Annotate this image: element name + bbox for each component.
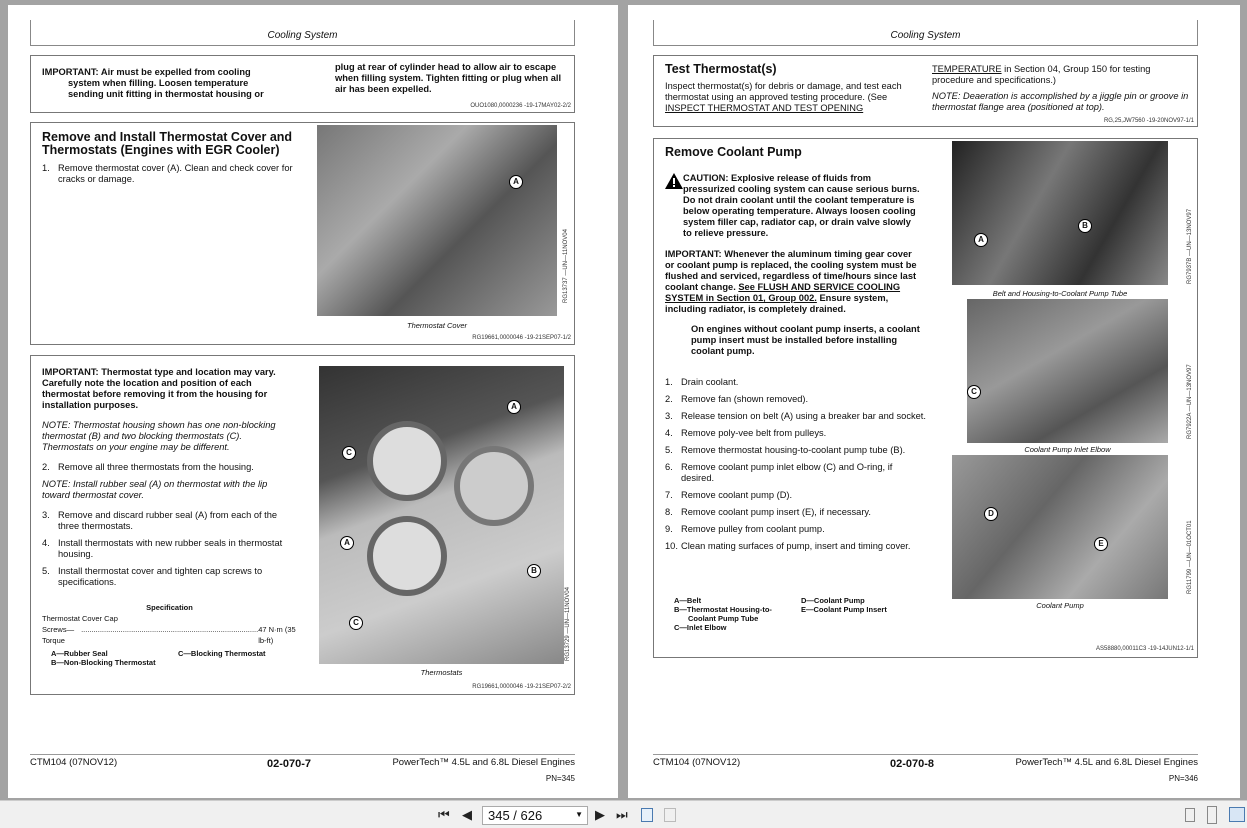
callout-d: D [984, 507, 998, 521]
left-page [8, 5, 618, 798]
thermostat-cover-photo [317, 125, 557, 316]
previous-page-button[interactable]: ◀ [462, 807, 472, 822]
reference-id: RG19661,0000046 -19-21SEP07-1/2 [472, 335, 571, 341]
callout-a: A [974, 233, 988, 247]
step: 10. Clean mating surfaces of pump, insert and timing cover. [665, 541, 911, 551]
dropdown-arrow-icon[interactable]: ▼ [575, 810, 583, 819]
callout-c: C [967, 385, 981, 399]
thermostats-section [30, 355, 575, 695]
photo-id: RG11799 —UN—01OCT01 [1187, 520, 1193, 594]
photo-id: RG7922A —UN—13NOV97 [1187, 364, 1193, 439]
page-header: Cooling System [30, 20, 575, 46]
pn-number: PN=346 [1168, 774, 1198, 783]
link[interactable]: TEMPERATURE [932, 64, 1002, 74]
step: 5. Remove thermostat housing-to-coolant pump tube (B). [665, 445, 906, 455]
doc-id: CTM104 (07NOV12) [653, 757, 741, 768]
reference-id: RG,25,JW7560 -19-20NOV97-1/1 [1103, 118, 1194, 124]
section-title: Test Thermostat(s) [665, 62, 777, 76]
first-page-button[interactable]: ⏮ [438, 807, 450, 822]
legend: C—Blocking Thermostat [178, 649, 266, 658]
warning-icon [665, 173, 683, 189]
last-page-button[interactable]: ⏭ [616, 807, 628, 822]
single-page-view-icon[interactable] [1185, 808, 1195, 822]
page-footer [653, 754, 1198, 783]
coolant-pump-photo [952, 455, 1168, 599]
important-text-col2: plug at rear of cylinder head to allow air to escape when filling system. Tighten fitting or plug when all air has been expelled. [335, 62, 562, 94]
page-number-input[interactable]: 345 / 626 ▼ [482, 806, 588, 825]
body-text: Inspect thermostat(s) for debris or damage, and test each thermostat using an approved testing procedure. (See INSPECT THERMOSTAT AND TEST OPENING [665, 81, 902, 113]
important-box [30, 55, 575, 113]
doc-id: CTM104 (07NOV12) [30, 757, 118, 768]
step: 4. Remove poly-vee belt from pulleys. [665, 428, 827, 438]
callout-b: B [527, 564, 541, 578]
link[interactable]: See FLUSH AND SERVICE COOLING SYSTEM in Section 01, Group 002. [665, 282, 901, 303]
page-number: 02-070-8 [890, 758, 935, 770]
step-1: 1. Remove thermostat cover (A). Clean and check cover for cracks or damage. [42, 163, 293, 184]
reference-id: OUO1080,0000236 -19-17MAY02-2/2 [470, 103, 571, 109]
link[interactable]: INSPECT THERMOSTAT AND TEST OPENING [665, 103, 864, 113]
continuous-view-icon[interactable] [1207, 806, 1217, 824]
important-text: IMPORTANT: Whenever the aluminum timing gear cover or coolant pump is replaced, the cooling system must be flushed and serviced, regardless of time/hours since last coolant change. See FLUSH AND SERVICE COOLING SYSTEM in Section 01, Group 002. Ensure system, including radiator, is completely drained. On engines without coolant pump inserts, a coolant pump insert must be installed before installing coolant pump. [665, 249, 920, 356]
photo-caption: Thermostat Cover [406, 321, 468, 330]
callout-b: B [1078, 219, 1092, 233]
next-page-button[interactable]: ▶ [595, 807, 605, 822]
page-header: Cooling System [653, 20, 1198, 46]
photo-id: RG7937B —UN—13NOV97 [1187, 208, 1193, 284]
thermostats-photo [319, 366, 564, 664]
section-title: Remove Coolant Pump [665, 145, 802, 159]
callout-a: A [507, 400, 521, 414]
step: 9. Remove pulley from coolant pump. [665, 524, 825, 534]
instructions: IMPORTANT: Thermostat type and location may vary. Carefully note the location and position of each thermostat before removing it from the housing for installation purposes. NOTE: Thermostat housing shown has one non-blocking thermostat (B) and two blocking thermostats (C). Thermostats on your engine may be different. 2. Remove all three thermostats from the housing. NOTE: Install rubber seal (A) on thermostat with the lip toward thermostat cover. 3. Remove and discard rubber seal (A) from each of the three thermostats. 4. Install thermostats with new rubber seals in thermostat housing. 5. Install thermostat cover and tighten cap screws to specifications. [42, 367, 283, 587]
step: 6. Remove coolant pump inlet elbow (C) and O-ring, if desired. [665, 462, 893, 483]
step: 2. Remove fan (shown removed). [665, 394, 809, 404]
legend: A—Rubber Seal B—Non-Blocking Thermostat [51, 649, 156, 667]
page-number: 02-070-7 [267, 758, 312, 770]
important-text: IMPORTANT: Air must be expelled from cooling system when filling. Loosen temperature sending unit fitting in thermostat housing or [42, 67, 264, 99]
two-page-view-icon[interactable] [1229, 807, 1245, 822]
reference-id: AS58880,00011C3 -19-14JUN12-1/1 [1096, 646, 1194, 652]
photo-id: RG13729 —UN—11NOV04 [565, 587, 571, 661]
steps-list [665, 377, 927, 558]
body-text-col2: TEMPERATURE in Section 04, Group 150 for testing procedure and specifications.) NOTE: Deaeration is accomplished by a jiggle pin or groove in thermostat flange area (positioned at top). [932, 64, 1189, 112]
legend: A—Belt B—Thermostat Housing-to-Coolant Pump Tube C—Inlet Elbow [674, 596, 772, 632]
manual-title: PowerTech™ 4.5L and 6.8L Diesel Engines [392, 757, 575, 768]
callout-c: C [342, 446, 356, 460]
specification-table: Specification Thermostat Cover Cap Screws—Torque ..................................................................................... 47 N·m (35 lb-ft) [42, 603, 296, 645]
photo-id: RG13737 —UN—11NOV04 [563, 229, 569, 303]
caution-block: CAUTION: Explosive release of fluids from pressurized cooling system can cause serious burns. Do not drain coolant until the coolant temperature is below operating temperature. Always loosen cooling system filler cap, radiator cap, or drain valve slowly to relieve pressure. [665, 173, 920, 239]
test-thermostat-section [653, 55, 1198, 127]
inlet-elbow-photo [967, 299, 1168, 443]
thermostat-cover-section [30, 122, 575, 345]
step: 7. Remove coolant pump (D). [665, 490, 793, 500]
section-title: Remove and Install Thermostat Cover and Thermostats (Engines with EGR Cooler) [42, 130, 293, 157]
go-back-view-icon[interactable] [641, 808, 653, 822]
step: 3. Release tension on belt (A) using a breaker bar and socket. [665, 411, 926, 421]
photo-caption: Coolant Pump [1036, 601, 1084, 610]
go-forward-view-icon[interactable] [664, 808, 676, 822]
legend: D—Coolant Pump E—Coolant Pump Insert [801, 596, 887, 614]
step: 1. Drain coolant. [665, 377, 739, 387]
photo-caption: Coolant Pump Inlet Elbow [1024, 445, 1111, 454]
right-page [628, 5, 1240, 798]
belt-photo [952, 141, 1168, 285]
photo-caption: Thermostats [420, 668, 463, 677]
photo-caption: Belt and Housing-to-Coolant Pump Tube [992, 289, 1128, 298]
remove-coolant-pump-section [653, 138, 1198, 658]
pn-number: PN=345 [545, 774, 575, 783]
page-footer [30, 754, 575, 783]
viewer-toolbar [0, 800, 1247, 828]
callout-a: A [340, 536, 354, 550]
callout-e: E [1094, 537, 1108, 551]
reference-id: RG19661,0000046 -19-21SEP07-2/2 [472, 684, 571, 690]
callout-c: C [349, 616, 363, 630]
callout-a: A [509, 175, 523, 189]
step: 8. Remove coolant pump insert (E), if necessary. [665, 507, 871, 517]
manual-title: PowerTech™ 4.5L and 6.8L Diesel Engines [1015, 757, 1198, 768]
